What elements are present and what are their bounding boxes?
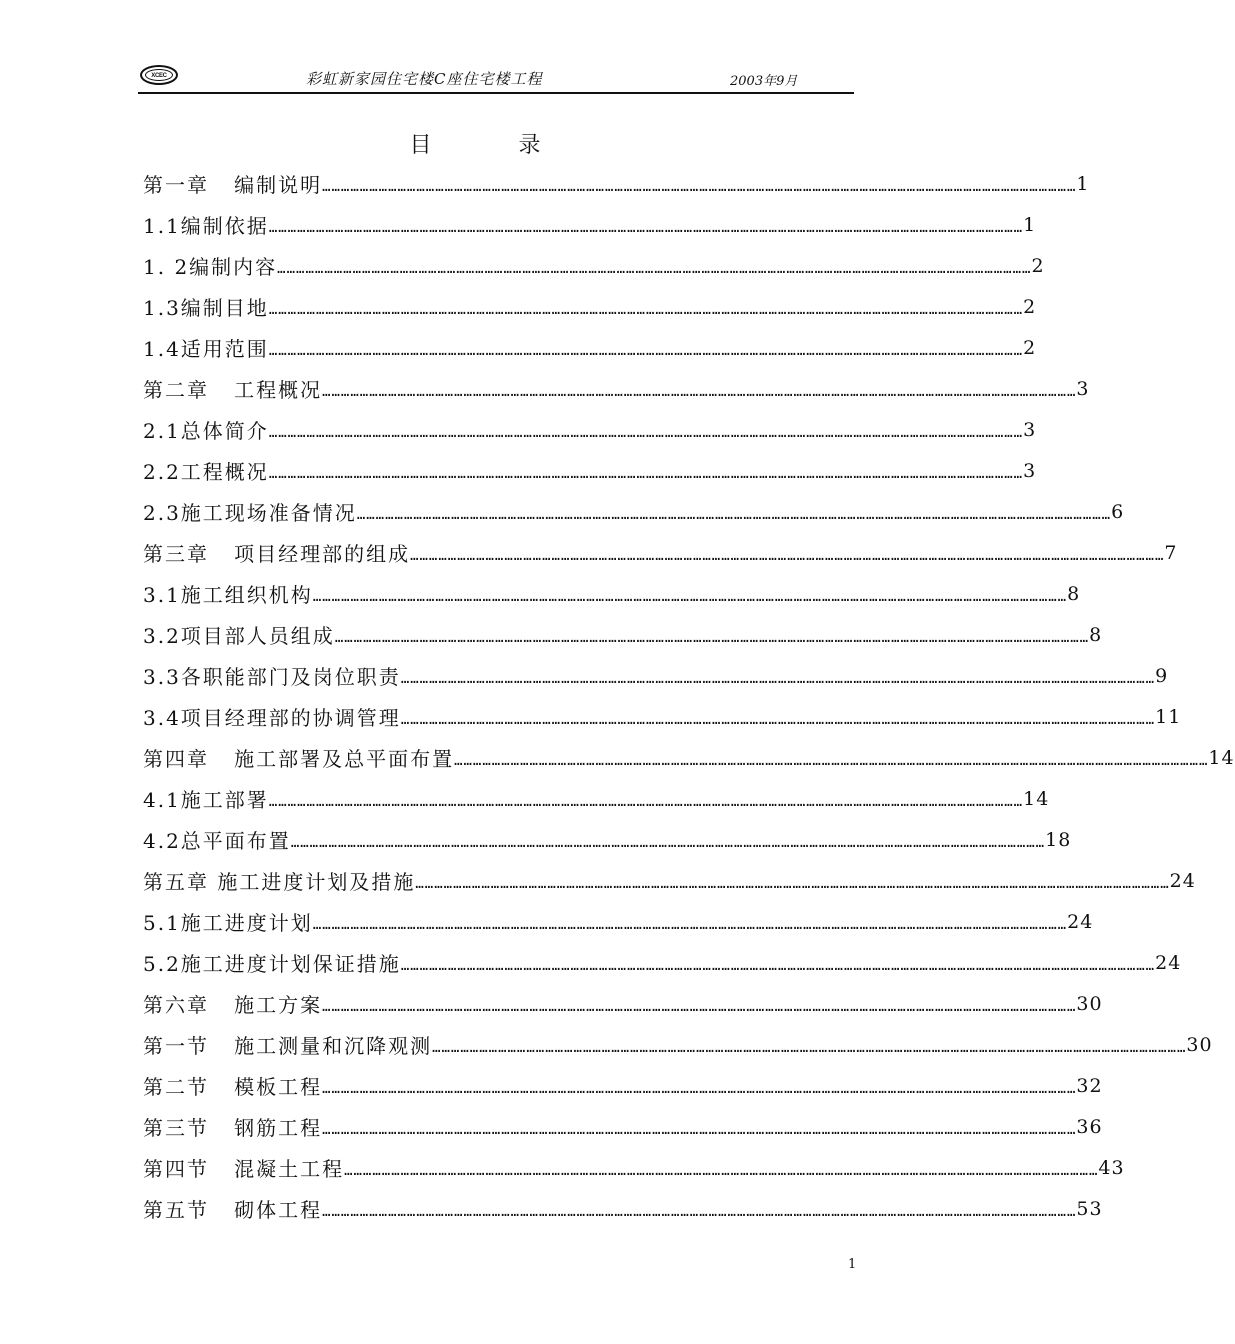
logo-text: XCEC [145,69,173,81]
toc-dot-leader: …………………………………………………………………………………………………………………………………………………………………………………………………………………… [268,424,1024,441]
toc-dot-leader: …………………………………………………………………………………………………………………………………………………………………………………………………………………… [400,711,1156,728]
toc-entry-page: 9 [1155,664,1169,687]
toc-entry[interactable] [143,409,1037,450]
toc-dot-leader: …………………………………………………………………………………………………………………………………………………………………………………………………………………… [322,1121,1077,1138]
toc-entry-label: 2.1总体简介 [143,419,269,443]
toc-dot-leader: …………………………………………………………………………………………………………………………………………………………………………………………………………………… [312,916,1068,933]
toc-entry[interactable] [143,1065,1103,1106]
table-of-contents [143,163,1235,1229]
toc-entry-label: 第六章 施工方案 [143,993,323,1017]
toc-dot-leader: …………………………………………………………………………………………………………………………………………………………………………………………………………………… [322,1203,1077,1220]
header-title: 彩虹新家园住宅楼C座住宅楼工程 [306,70,543,88]
toc-entry[interactable] [143,655,1169,696]
toc-dot-leader: …………………………………………………………………………………………………………………………………………………………………………………………………………………… [277,260,1032,277]
toc-dot-leader: …………………………………………………………………………………………………………………………………………………………………………………………………………………… [432,1039,1187,1056]
toc-entry-page: 2 [1031,254,1045,277]
toc-entry-label: 4.1施工部署 [143,788,269,812]
toc-dot-leader: …………………………………………………………………………………………………………………………………………………………………………………………………………………… [334,629,1090,646]
toc-entry-label: 第一章 编制说明 [143,173,323,197]
toc-dot-leader: …………………………………………………………………………………………………………………………………………………………………………………………………………………… [268,301,1024,318]
toc-entry-label: 3.1施工组织机构 [143,583,313,607]
toc-entry[interactable] [143,286,1037,327]
toc-entry-page: 6 [1111,500,1125,523]
toc-dot-leader: …………………………………………………………………………………………………………………………………………………………………………………………………………………… [322,998,1077,1015]
toc-entry-label: 第二章 工程概况 [143,378,323,402]
toc-entry[interactable] [143,163,1090,204]
toc-entry-label: 4.2总平面布置 [143,829,291,853]
toc-entry-page: 18 [1045,828,1072,851]
toc-entry[interactable] [143,327,1037,368]
company-logo [140,65,178,85]
toc-entry-label: 1.3编制目地 [143,296,269,320]
toc-entry[interactable] [143,1147,1125,1188]
toc-entry-label: 第一节 施工测量和沉降观测 [143,1034,433,1058]
toc-entry-label: 第四节 混凝土工程 [143,1157,345,1181]
toc-dot-leader: …………………………………………………………………………………………………………………………………………………………………………………………………………………… [400,670,1156,687]
toc-dot-leader: …………………………………………………………………………………………………………………………………………………………………………………………………………………… [356,506,1112,523]
toc-entry-label: 1.4适用范围 [143,337,269,361]
toc-entry-page: 3 [1023,459,1037,482]
toc-dot-leader: …………………………………………………………………………………………………………………………………………………………………………………………………………………… [268,465,1024,482]
toc-entry[interactable] [143,1106,1103,1147]
toc-entry[interactable] [143,737,1235,778]
header-date: 2003年9月 [730,74,798,89]
toc-entry[interactable] [143,983,1103,1024]
toc-entry[interactable] [143,860,1196,901]
toc-entry-page: 3 [1076,377,1090,400]
toc-entry-page: 3 [1023,418,1037,441]
toc-entry-page: 1 [1076,172,1090,195]
toc-entry[interactable] [143,450,1037,491]
toc-entry-label: 5.2施工进度计划保证措施 [143,952,401,976]
toc-dot-leader: …………………………………………………………………………………………………………………………………………………………………………………………………………………… [322,178,1077,195]
toc-dot-leader: …………………………………………………………………………………………………………………………………………………………………………………………………………………… [268,793,1024,810]
toc-dot-leader: …………………………………………………………………………………………………………………………………………………………………………………………………………………… [290,834,1046,851]
toc-entry[interactable] [143,573,1081,614]
toc-entry-page: 2 [1023,295,1037,318]
toc-entry[interactable] [143,942,1182,983]
toc-entry[interactable] [143,245,1045,286]
toc-entry-page: 1 [1023,213,1037,236]
page-header [138,62,854,94]
toc-dot-leader: …………………………………………………………………………………………………………………………………………………………………………………………………………………… [454,752,1209,769]
toc-entry[interactable] [143,491,1125,532]
toc-entry-page: 30 [1076,992,1103,1015]
toc-entry-label: 第五节 砌体工程 [143,1198,323,1222]
toc-entry[interactable] [143,819,1072,860]
toc-entry-label: 2.3施工现场准备情况 [143,501,357,525]
toc-entry-label: 第五章 施工进度计划及措施 [143,870,416,894]
toc-entry-page: 11 [1155,705,1182,728]
toc-entry-page: 36 [1076,1115,1103,1138]
toc-entry-page: 14 [1023,787,1050,810]
toc-entry-page: 24 [1169,869,1196,892]
toc-dot-leader: …………………………………………………………………………………………………………………………………………………………………………………………………………………… [268,342,1024,359]
page-number: 1 [848,1257,857,1272]
toc-entry-page: 43 [1098,1156,1125,1179]
toc-dot-leader: …………………………………………………………………………………………………………………………………………………………………………………………………………………… [268,219,1024,236]
toc-entry[interactable] [143,696,1182,737]
toc-entry-page: 32 [1076,1074,1103,1097]
toc-dot-leader: …………………………………………………………………………………………………………………………………………………………………………………………………………………… [312,588,1068,605]
toc-entry-page: 30 [1186,1033,1213,1056]
toc-entry-label: 第三节 钢筋工程 [143,1116,323,1140]
document-title: 目 录 [409,133,581,158]
toc-entry[interactable] [143,532,1178,573]
toc-entry[interactable] [143,614,1103,655]
toc-entry-page: 14 [1208,746,1235,769]
toc-entry-page: 7 [1164,541,1178,564]
toc-dot-leader: …………………………………………………………………………………………………………………………………………………………………………………………………………………… [400,957,1156,974]
toc-dot-leader: …………………………………………………………………………………………………………………………………………………………………………………………………………………… [344,1162,1099,1179]
toc-entry[interactable] [143,1024,1213,1065]
toc-entry-label: 5.1施工进度计划 [143,911,313,935]
toc-entry-label: 3.2项目部人员组成 [143,624,335,648]
toc-dot-leader: …………………………………………………………………………………………………………………………………………………………………………………………………………………… [322,383,1077,400]
toc-entry-label: 第四章 施工部署及总平面布置 [143,747,455,771]
toc-entry[interactable] [143,204,1037,245]
toc-entry-page: 24 [1155,951,1182,974]
toc-entry-label: 1. 2编制内容 [143,255,278,279]
toc-entry[interactable] [143,1188,1103,1229]
toc-entry-page: 2 [1023,336,1037,359]
toc-entry-label: 第二节 模板工程 [143,1075,323,1099]
toc-entry-page: 53 [1076,1197,1103,1220]
toc-entry-label: 2.2工程概况 [143,460,269,484]
toc-entry-label: 第三章 项目经理部的组成 [143,542,411,566]
toc-entry-label: 3.4项目经理部的协调管理 [143,706,401,730]
toc-entry-page: 8 [1067,582,1081,605]
toc-entry-label: 1.1编制依据 [143,214,269,238]
toc-entry[interactable] [143,368,1090,409]
toc-entry[interactable] [143,901,1094,942]
toc-dot-leader: …………………………………………………………………………………………………………………………………………………………………………………………………………………… [322,1080,1077,1097]
toc-dot-leader: …………………………………………………………………………………………………………………………………………………………………………………………………………………… [410,547,1165,564]
toc-entry-page: 24 [1067,910,1094,933]
toc-entry[interactable] [143,778,1050,819]
toc-entry-page: 8 [1089,623,1103,646]
toc-entry-label: 3.3各职能部门及岗位职责 [143,665,401,689]
toc-dot-leader: …………………………………………………………………………………………………………………………………………………………………………………………………………………… [415,875,1170,892]
